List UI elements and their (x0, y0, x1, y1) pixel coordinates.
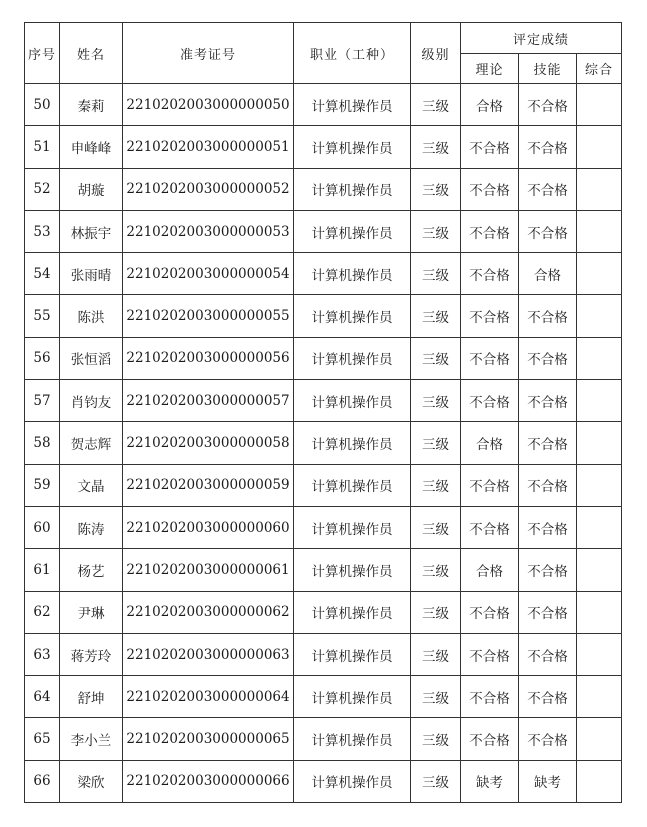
cell-exam-id: 2210202003000000066 (123, 760, 294, 802)
cell-seq: 63 (25, 633, 60, 675)
table-row (25, 633, 622, 675)
cell-seq: 64 (25, 676, 60, 718)
cell-theory: 缺考 (461, 760, 519, 802)
cell-seq: 65 (25, 718, 60, 760)
cell-seq: 61 (25, 549, 60, 591)
cell-theory: 不合格 (461, 633, 519, 675)
header-skill: 技能 (519, 54, 577, 84)
cell-overall (577, 464, 622, 506)
cell-theory: 不合格 (461, 591, 519, 633)
cell-level: 三级 (411, 760, 461, 802)
cell-overall (577, 380, 622, 422)
cell-skill: 不合格 (519, 591, 577, 633)
cell-seq: 60 (25, 506, 60, 548)
header-name: 姓名 (60, 23, 123, 84)
cell-skill: 不合格 (519, 464, 577, 506)
cell-level: 三级 (411, 464, 461, 506)
cell-seq: 55 (25, 295, 60, 337)
cell-seq: 59 (25, 464, 60, 506)
header-occupation: 职业（工种） (294, 23, 411, 84)
cell-occupation: 计算机操作员 (294, 591, 411, 633)
cell-overall (577, 549, 622, 591)
table-row (25, 506, 622, 548)
cell-overall (577, 295, 622, 337)
cell-seq: 50 (25, 84, 60, 126)
cell-level: 三级 (411, 718, 461, 760)
cell-skill: 不合格 (519, 126, 577, 168)
cell-occupation: 计算机操作员 (294, 718, 411, 760)
cell-occupation: 计算机操作员 (294, 380, 411, 422)
cell-occupation: 计算机操作员 (294, 422, 411, 464)
cell-name: 张雨晴 (60, 253, 123, 295)
cell-name: 文晶 (60, 464, 123, 506)
cell-seq: 56 (25, 337, 60, 379)
cell-name: 陈涛 (60, 506, 123, 548)
cell-exam-id: 2210202003000000061 (123, 549, 294, 591)
cell-exam-id: 2210202003000000053 (123, 210, 294, 252)
cell-theory: 不合格 (461, 718, 519, 760)
table-row (25, 126, 622, 168)
cell-overall (577, 506, 622, 548)
cell-name: 杨艺 (60, 549, 123, 591)
cell-name: 舒坤 (60, 676, 123, 718)
cell-seq: 62 (25, 591, 60, 633)
cell-occupation: 计算机操作员 (294, 506, 411, 548)
cell-name: 梁欣 (60, 760, 123, 802)
cell-theory: 不合格 (461, 506, 519, 548)
grades-table (24, 22, 622, 803)
cell-name: 胡璇 (60, 168, 123, 210)
table-row (25, 295, 622, 337)
cell-exam-id: 2210202003000000054 (123, 253, 294, 295)
cell-level: 三级 (411, 591, 461, 633)
cell-theory: 合格 (461, 84, 519, 126)
table-row (25, 210, 622, 252)
cell-seq: 52 (25, 168, 60, 210)
table-row (25, 168, 622, 210)
cell-skill: 不合格 (519, 676, 577, 718)
cell-level: 三级 (411, 210, 461, 252)
cell-level: 三级 (411, 295, 461, 337)
cell-overall (577, 84, 622, 126)
cell-theory: 不合格 (461, 380, 519, 422)
cell-level: 三级 (411, 126, 461, 168)
cell-seq: 57 (25, 380, 60, 422)
cell-skill: 不合格 (519, 337, 577, 379)
cell-skill: 不合格 (519, 718, 577, 760)
table-row (25, 464, 622, 506)
cell-theory: 不合格 (461, 210, 519, 252)
cell-overall (577, 676, 622, 718)
cell-overall (577, 253, 622, 295)
table-row (25, 253, 622, 295)
table-row (25, 337, 622, 379)
cell-occupation: 计算机操作员 (294, 549, 411, 591)
cell-theory: 合格 (461, 422, 519, 464)
cell-name: 申峰峰 (60, 126, 123, 168)
cell-skill: 不合格 (519, 84, 577, 126)
cell-level: 三级 (411, 422, 461, 464)
cell-overall (577, 718, 622, 760)
cell-occupation: 计算机操作员 (294, 253, 411, 295)
cell-theory: 不合格 (461, 253, 519, 295)
cell-theory: 合格 (461, 549, 519, 591)
cell-exam-id: 2210202003000000058 (123, 422, 294, 464)
cell-name: 陈洪 (60, 295, 123, 337)
table-row (25, 591, 622, 633)
cell-name: 贺志辉 (60, 422, 123, 464)
cell-occupation: 计算机操作员 (294, 464, 411, 506)
cell-seq: 53 (25, 210, 60, 252)
cell-theory: 不合格 (461, 464, 519, 506)
table-row (25, 380, 622, 422)
cell-name: 张恒滔 (60, 337, 123, 379)
header-overall: 综合 (577, 54, 622, 84)
cell-level: 三级 (411, 253, 461, 295)
header-exam-id: 准考证号 (123, 23, 294, 84)
header-score-group: 评定成绩 (461, 23, 622, 54)
cell-theory: 不合格 (461, 126, 519, 168)
cell-level: 三级 (411, 506, 461, 548)
cell-seq: 58 (25, 422, 60, 464)
cell-occupation: 计算机操作员 (294, 295, 411, 337)
table-row (25, 760, 622, 802)
cell-skill: 缺考 (519, 760, 577, 802)
table-row (25, 718, 622, 760)
cell-name: 蒋芳玲 (60, 633, 123, 675)
cell-level: 三级 (411, 84, 461, 126)
cell-skill: 不合格 (519, 506, 577, 548)
cell-theory: 不合格 (461, 676, 519, 718)
header-theory: 理论 (461, 54, 519, 84)
cell-exam-id: 2210202003000000050 (123, 84, 294, 126)
cell-name: 秦莉 (60, 84, 123, 126)
cell-occupation: 计算机操作员 (294, 760, 411, 802)
cell-occupation: 计算机操作员 (294, 210, 411, 252)
cell-overall (577, 168, 622, 210)
cell-level: 三级 (411, 676, 461, 718)
grades-table-body (25, 84, 622, 803)
cell-skill: 不合格 (519, 168, 577, 210)
cell-exam-id: 2210202003000000055 (123, 295, 294, 337)
table-row (25, 676, 622, 718)
cell-level: 三级 (411, 549, 461, 591)
cell-skill: 合格 (519, 253, 577, 295)
cell-exam-id: 2210202003000000062 (123, 591, 294, 633)
cell-exam-id: 2210202003000000060 (123, 506, 294, 548)
cell-exam-id: 2210202003000000057 (123, 380, 294, 422)
cell-exam-id: 2210202003000000051 (123, 126, 294, 168)
cell-overall (577, 126, 622, 168)
cell-occupation: 计算机操作员 (294, 337, 411, 379)
cell-skill: 不合格 (519, 422, 577, 464)
cell-name: 肖钧友 (60, 380, 123, 422)
cell-skill: 不合格 (519, 633, 577, 675)
cell-level: 三级 (411, 168, 461, 210)
cell-overall (577, 760, 622, 802)
cell-level: 三级 (411, 380, 461, 422)
cell-seq: 51 (25, 126, 60, 168)
cell-exam-id: 2210202003000000063 (123, 633, 294, 675)
cell-exam-id: 2210202003000000059 (123, 464, 294, 506)
cell-exam-id: 2210202003000000052 (123, 168, 294, 210)
cell-occupation: 计算机操作员 (294, 84, 411, 126)
cell-exam-id: 2210202003000000056 (123, 337, 294, 379)
cell-skill: 不合格 (519, 295, 577, 337)
cell-name: 林振宇 (60, 210, 123, 252)
cell-seq: 54 (25, 253, 60, 295)
header-seq: 序号 (25, 23, 60, 84)
cell-theory: 不合格 (461, 337, 519, 379)
cell-level: 三级 (411, 633, 461, 675)
header-level: 级别 (411, 23, 461, 84)
cell-seq: 66 (25, 760, 60, 802)
cell-overall (577, 337, 622, 379)
cell-occupation: 计算机操作员 (294, 676, 411, 718)
cell-exam-id: 2210202003000000064 (123, 676, 294, 718)
cell-occupation: 计算机操作员 (294, 126, 411, 168)
cell-skill: 不合格 (519, 549, 577, 591)
cell-occupation: 计算机操作员 (294, 633, 411, 675)
cell-name: 尹琳 (60, 591, 123, 633)
cell-occupation: 计算机操作员 (294, 168, 411, 210)
cell-overall (577, 633, 622, 675)
table-row (25, 422, 622, 464)
cell-name: 李小兰 (60, 718, 123, 760)
cell-theory: 不合格 (461, 295, 519, 337)
cell-theory: 不合格 (461, 168, 519, 210)
table-row (25, 84, 622, 126)
cell-overall (577, 210, 622, 252)
cell-overall (577, 422, 622, 464)
cell-exam-id: 2210202003000000065 (123, 718, 294, 760)
cell-skill: 不合格 (519, 210, 577, 252)
cell-skill: 不合格 (519, 380, 577, 422)
cell-level: 三级 (411, 337, 461, 379)
table-row (25, 549, 622, 591)
cell-overall (577, 591, 622, 633)
